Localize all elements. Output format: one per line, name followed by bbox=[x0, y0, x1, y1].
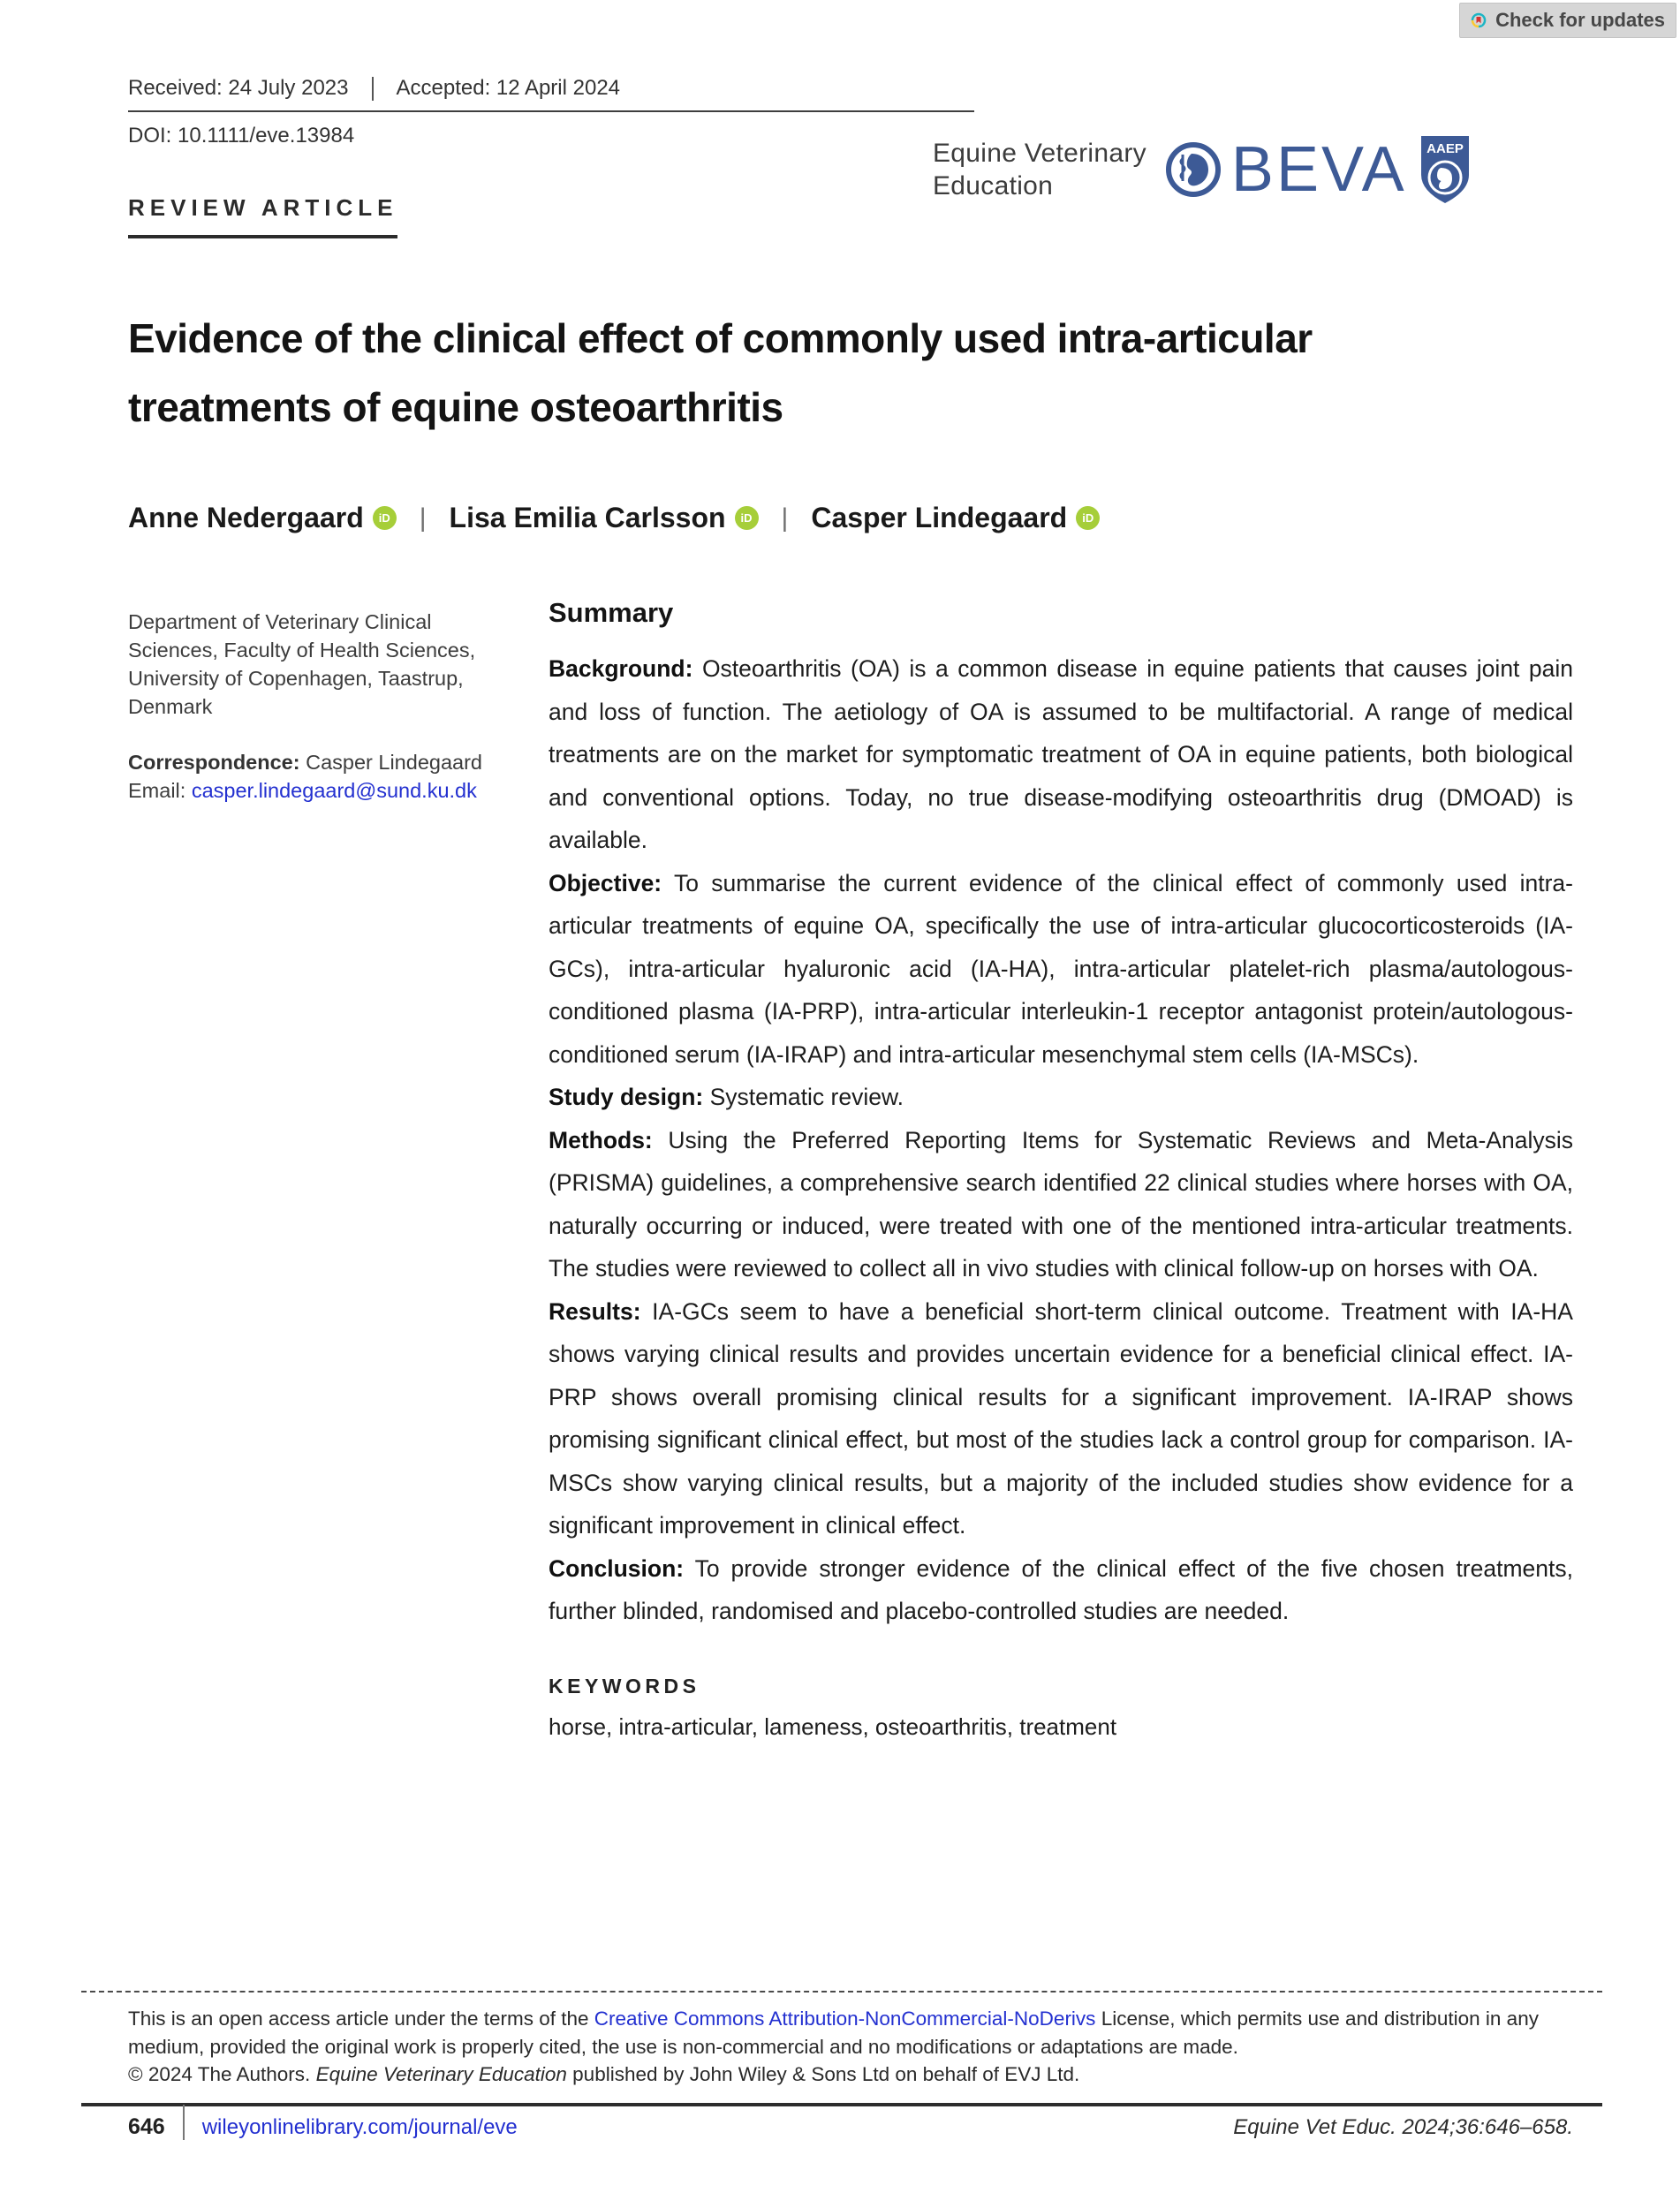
journal-logo-block bbox=[933, 134, 1471, 205]
license-pre: This is an open access article under the terms of the bbox=[128, 2008, 594, 2030]
keywords-heading: KEYWORDS bbox=[549, 1674, 700, 1698]
received-accepted-row bbox=[128, 76, 974, 112]
journal-name-line2: Education bbox=[933, 171, 1054, 200]
email-link[interactable]: casper.lindegaard@sund.ku.dk bbox=[191, 779, 477, 802]
summary-paragraph-objective bbox=[549, 862, 1573, 1077]
license-text bbox=[128, 2005, 1602, 2089]
journal-url-link[interactable]: wileyonlinelibrary.com/journal/eve bbox=[201, 2114, 518, 2139]
title-line2: treatments of equine osteoarthritis bbox=[128, 384, 783, 430]
author-3-name: Casper Lindegaard bbox=[811, 502, 1068, 533]
copyright-journal: Equine Veterinary Education bbox=[315, 2063, 567, 2085]
paragraph-text: Using the Preferred Reporting Items for Systematic Reviews and Meta-Analysis (PRISMA) guidelines, a comprehensive search identified 22 clinical studies where horses with OA, naturally occurring or induced, were treated with one of the mentioned intra-articular treatments. The studies were reviewed to collect all in vivo studies with clinical follow-up on horses with OA. bbox=[549, 1126, 1573, 1282]
check-for-updates-label: Check for updates bbox=[1495, 9, 1665, 31]
page-footer bbox=[128, 2114, 1573, 2140]
author-1-name: Anne Nedergaard bbox=[128, 502, 364, 533]
footer-divider bbox=[183, 2105, 185, 2140]
paragraph-label: Results: bbox=[549, 1297, 641, 1325]
summary-paragraph-study-design bbox=[549, 1076, 1573, 1119]
svg-text:AAEP: AAEP bbox=[1426, 141, 1464, 156]
summary-column bbox=[549, 597, 1573, 1741]
paragraph-label: Background: bbox=[549, 655, 693, 682]
summary-paragraph-results bbox=[549, 1290, 1573, 1547]
paragraph-text: Systematic review. bbox=[709, 1084, 904, 1110]
correspondence-block bbox=[128, 748, 508, 805]
crossmark-icon bbox=[1471, 7, 1487, 34]
author-separator: | bbox=[781, 503, 789, 533]
author-3 bbox=[811, 502, 1100, 534]
email-label: Email: bbox=[128, 779, 192, 802]
orcid-icon[interactable]: iD bbox=[373, 506, 397, 530]
paragraph-text: Osteoarthritis (OA) is a common disease in equine patients that causes joint pain and loss of function. The aetiology of OA is assumed to be multifactorial. A range of medical treatments are on the market for symptomatic treatment of OA in equine patients, both biological and conventional options. Today, no true disease-modifying osteoarthritis drug (DMOAD) is available. bbox=[549, 655, 1573, 853]
paragraph-text: To provide stronger evidence of the clinical effect of the five chosen treatments, further blinded, randomised and placebo-controlled studies are needed. bbox=[549, 1554, 1573, 1624]
summary-heading: Summary bbox=[549, 597, 674, 628]
meta-divider bbox=[372, 77, 374, 101]
aaep-shield-icon bbox=[1419, 134, 1471, 205]
beva-logo-text: BEVA bbox=[1230, 134, 1407, 205]
article-meta bbox=[128, 76, 974, 148]
page-number: 646 bbox=[128, 2114, 165, 2139]
correspondence-line bbox=[128, 748, 508, 776]
article-type-label: REVIEW ARTICLE bbox=[128, 194, 397, 238]
correspondence-label: Correspondence: bbox=[128, 751, 300, 774]
author-2 bbox=[450, 502, 759, 534]
paragraph-label: Methods: bbox=[549, 1126, 653, 1153]
paragraph-text: To summarise the current evidence of the clinical effect of commonly used intra-articular treatments of equine OA, specifically the use of intra-articular glucocorticosteroids (IA-GCs), intra-articular hyaluronic acid (IA-HA), intra-articular platelet-rich plasma/autologous-conditioned plasma (IA-PRP), intra-articular interleukin-1 receptor antagonist protein/autologous-conditioned serum (IA-IRAP) and intra-articular mesenchymal stem cells (IA-MSCs). bbox=[549, 869, 1573, 1068]
received-date: Received: 24 July 2023 bbox=[128, 76, 349, 100]
keywords-text: horse, intra-articular, lameness, osteoarthritis, treatment bbox=[549, 1713, 1117, 1740]
copyright-pre: © 2024 The Authors. bbox=[128, 2063, 316, 2085]
citation: Equine Vet Educ. 2024;36:646–658. bbox=[1233, 2114, 1573, 2139]
correspondence-name: Casper Lindegaard bbox=[299, 751, 482, 774]
author-separator: | bbox=[419, 503, 427, 533]
summary-paragraph-background bbox=[549, 647, 1573, 862]
license-block bbox=[81, 1991, 1602, 2089]
license-line bbox=[128, 2005, 1602, 2061]
copyright-line bbox=[128, 2061, 1602, 2089]
footer-rule bbox=[81, 2103, 1602, 2106]
page-title bbox=[128, 304, 1541, 442]
author-1 bbox=[128, 502, 397, 534]
creative-commons-link[interactable]: Creative Commons Attribution-NonCommercial-NoDerivs bbox=[594, 2008, 1096, 2030]
check-for-updates-button[interactable] bbox=[1459, 3, 1676, 38]
affiliation-block bbox=[128, 608, 508, 805]
email-line bbox=[128, 776, 508, 805]
title-line1: Evidence of the clinical effect of commonly used intra-articular bbox=[128, 315, 1313, 361]
paragraph-label: Study design: bbox=[549, 1084, 704, 1110]
license-post: License, which permits use and distribution in any medium, provided the original work is properly cited, the use is non-commercial and no modifications or adaptations are made. bbox=[128, 2008, 1539, 2058]
keywords-block bbox=[549, 1675, 1573, 1741]
journal-name-line1: Equine Veterinary bbox=[933, 139, 1146, 168]
author-list bbox=[128, 502, 1100, 534]
accepted-date: Accepted: 12 April 2024 bbox=[396, 76, 621, 100]
paragraph-label: Conclusion: bbox=[549, 1554, 685, 1582]
footer-left bbox=[128, 2114, 518, 2140]
paragraph-text: IA-GCs seem to have a beneficial short-term clinical outcome. Treatment with IA-HA shows varying clinical results and provides uncertain evidence for a beneficial clinical effect. IA-PRP shows overall promising clinical results for a significant improvement. IA-IRAP shows promising significant clinical effect, but most of the studies lack a control group for comparison. IA-MSCs show varying clinical results, but a majority of the included studies show evidence for a significant improvement in clinical effect. bbox=[549, 1297, 1573, 1539]
affiliation-text: Department of Veterinary Clinical Sciences, Faculty of Health Sciences, University of Copenhagen, Taastrup, Denmark bbox=[128, 610, 476, 718]
summary-paragraph-conclusion bbox=[549, 1547, 1573, 1633]
beva-horse-emblem-icon bbox=[1164, 140, 1222, 199]
summary-paragraph-methods bbox=[549, 1119, 1573, 1290]
journal-name bbox=[933, 137, 1146, 202]
author-2-name: Lisa Emilia Carlsson bbox=[449, 502, 726, 533]
copyright-post: published by John Wiley & Sons Ltd on behalf of EVJ Ltd. bbox=[566, 2063, 1080, 2085]
doi: DOI: 10.1111/eve.13984 bbox=[128, 124, 355, 147]
orcid-icon[interactable]: iD bbox=[735, 506, 759, 530]
orcid-icon[interactable]: iD bbox=[1076, 506, 1100, 530]
paragraph-label: Objective: bbox=[549, 869, 662, 896]
